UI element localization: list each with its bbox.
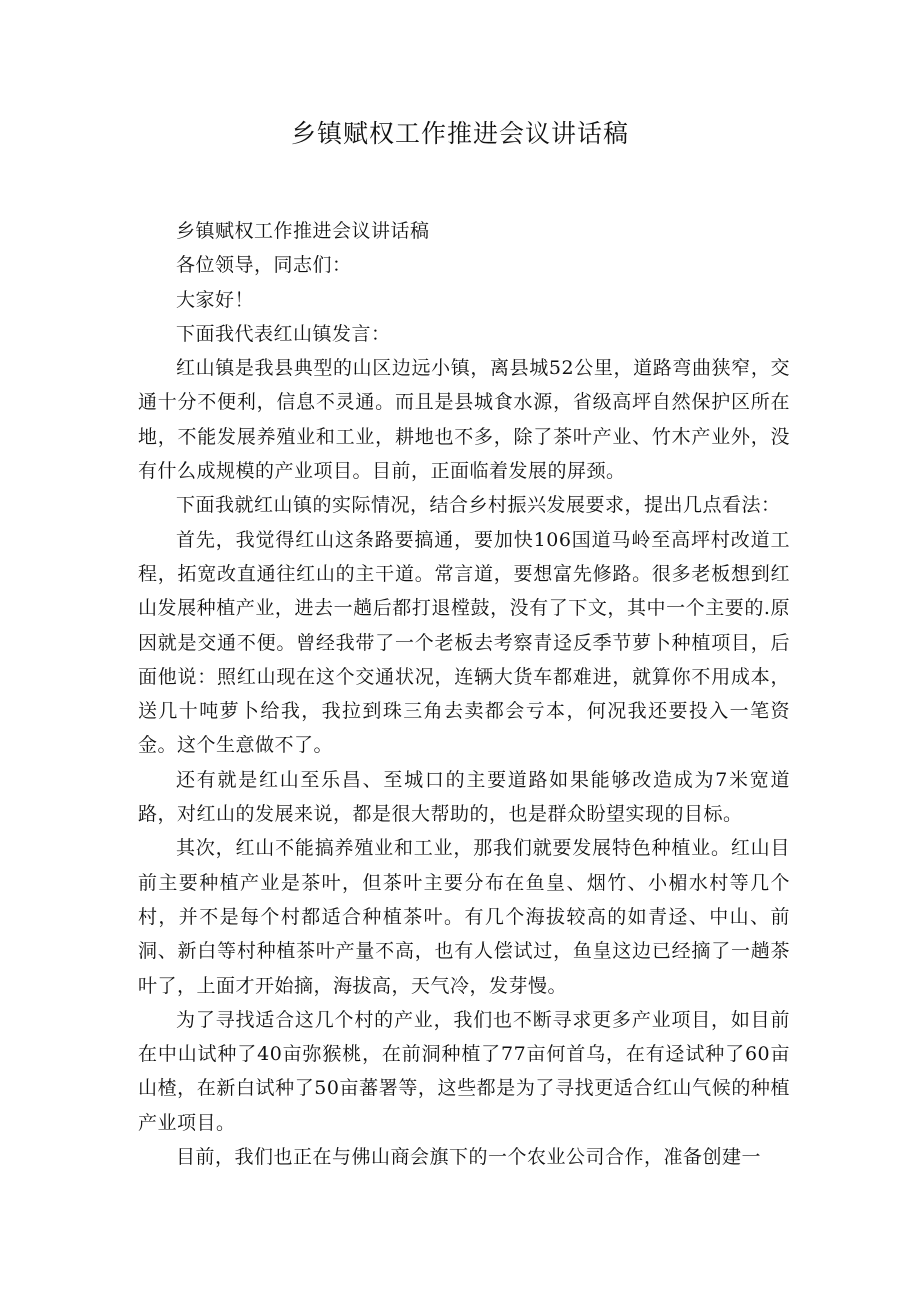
- salutation-paragraph: 各位领导，同志们：: [176, 254, 352, 277]
- body-paragraph: 为了寻找适合这几个村的产业，我们也不断寻求更多产业项目，如目前在中山试种了40亩弥猴桃，在前洞种植了77亩何首乌，在有迳试种了60亩山楂，在新白试种了50亩蕃署等，这些都是为了寻找更适合红山气候的种植产业项目。: [138, 1008, 790, 1134]
- greeting-paragraph: 大家好！: [176, 288, 255, 311]
- body-paragraph: 其次，红山不能搞养殖业和工业，那我们就要发展特色种植业。红山目前主要种植产业是茶叶，但茶叶主要分布在鱼皇、烟竹、小楣水村等几个村，并不是每个村都适合种植茶叶。有几个海拔较高的如青迳、中山、前洞、新白等村种植茶叶产量不高，也有人偿试过，鱼皇这边已经摘了一趟茶叶了，上面才开始摘，海拔高，天气冷，发芽慢。: [138, 837, 790, 997]
- intro-paragraph: 下面我代表红山镇发言：: [176, 322, 391, 345]
- body-paragraph: 下面我就红山镇的实际情况，结合乡村振兴发展要求，提出几点看法：: [176, 494, 781, 517]
- body-heading-paragraph: 乡镇赋权工作推进会议讲话稿: [176, 220, 430, 242]
- body-paragraph: 红山镇是我县典型的山区边远小镇，离县城52公里，道路弯曲狭窄，交通十分不便利，信息不灵通。而且是县城食水源，省级高坪自然保护区所在地，不能发展养殖业和工业，耕地也不多，除了茶叶产业、竹木产业外，没有什么成规模的产业项目。目前，正面临着发展的屏颈。: [138, 357, 790, 483]
- body-paragraph: 首先，我觉得红山这条路要搞通，要加快106国道马岭至高坪村改道工程，拓宽改直通往红山的主干道。常言道，要想富先修路。很多老板想到红山发展种植产业，进去一趟后都打退樘鼓，没有了下文，其中一个主要的.原因就是交通不便。曾经我带了一个老板去考察青迳反季节萝卜种植项目，后面他说：照红山现在这个交通状况，连辆大货车都难进，就算你不用成本，送几十吨萝卜给我，我拉到珠三角去卖都会亏本，何况我还要投入一笔资金。这个生意做不了。: [138, 528, 790, 757]
- body-paragraph: 目前，我们也正在与佛山商会旗下的一个农业公司合作，准备创建一: [176, 1146, 762, 1169]
- body-paragraph: 还有就是红山至乐昌、至城口的主要道路如果能够改造成为7米宽道路，对红山的发展来说，都是很大帮助的，也是群众盼望实现的目标。: [138, 768, 790, 826]
- document-body: [138, 214, 790, 1174]
- document-title: 乡镇赋权工作推进会议讲话稿: [290, 119, 629, 148]
